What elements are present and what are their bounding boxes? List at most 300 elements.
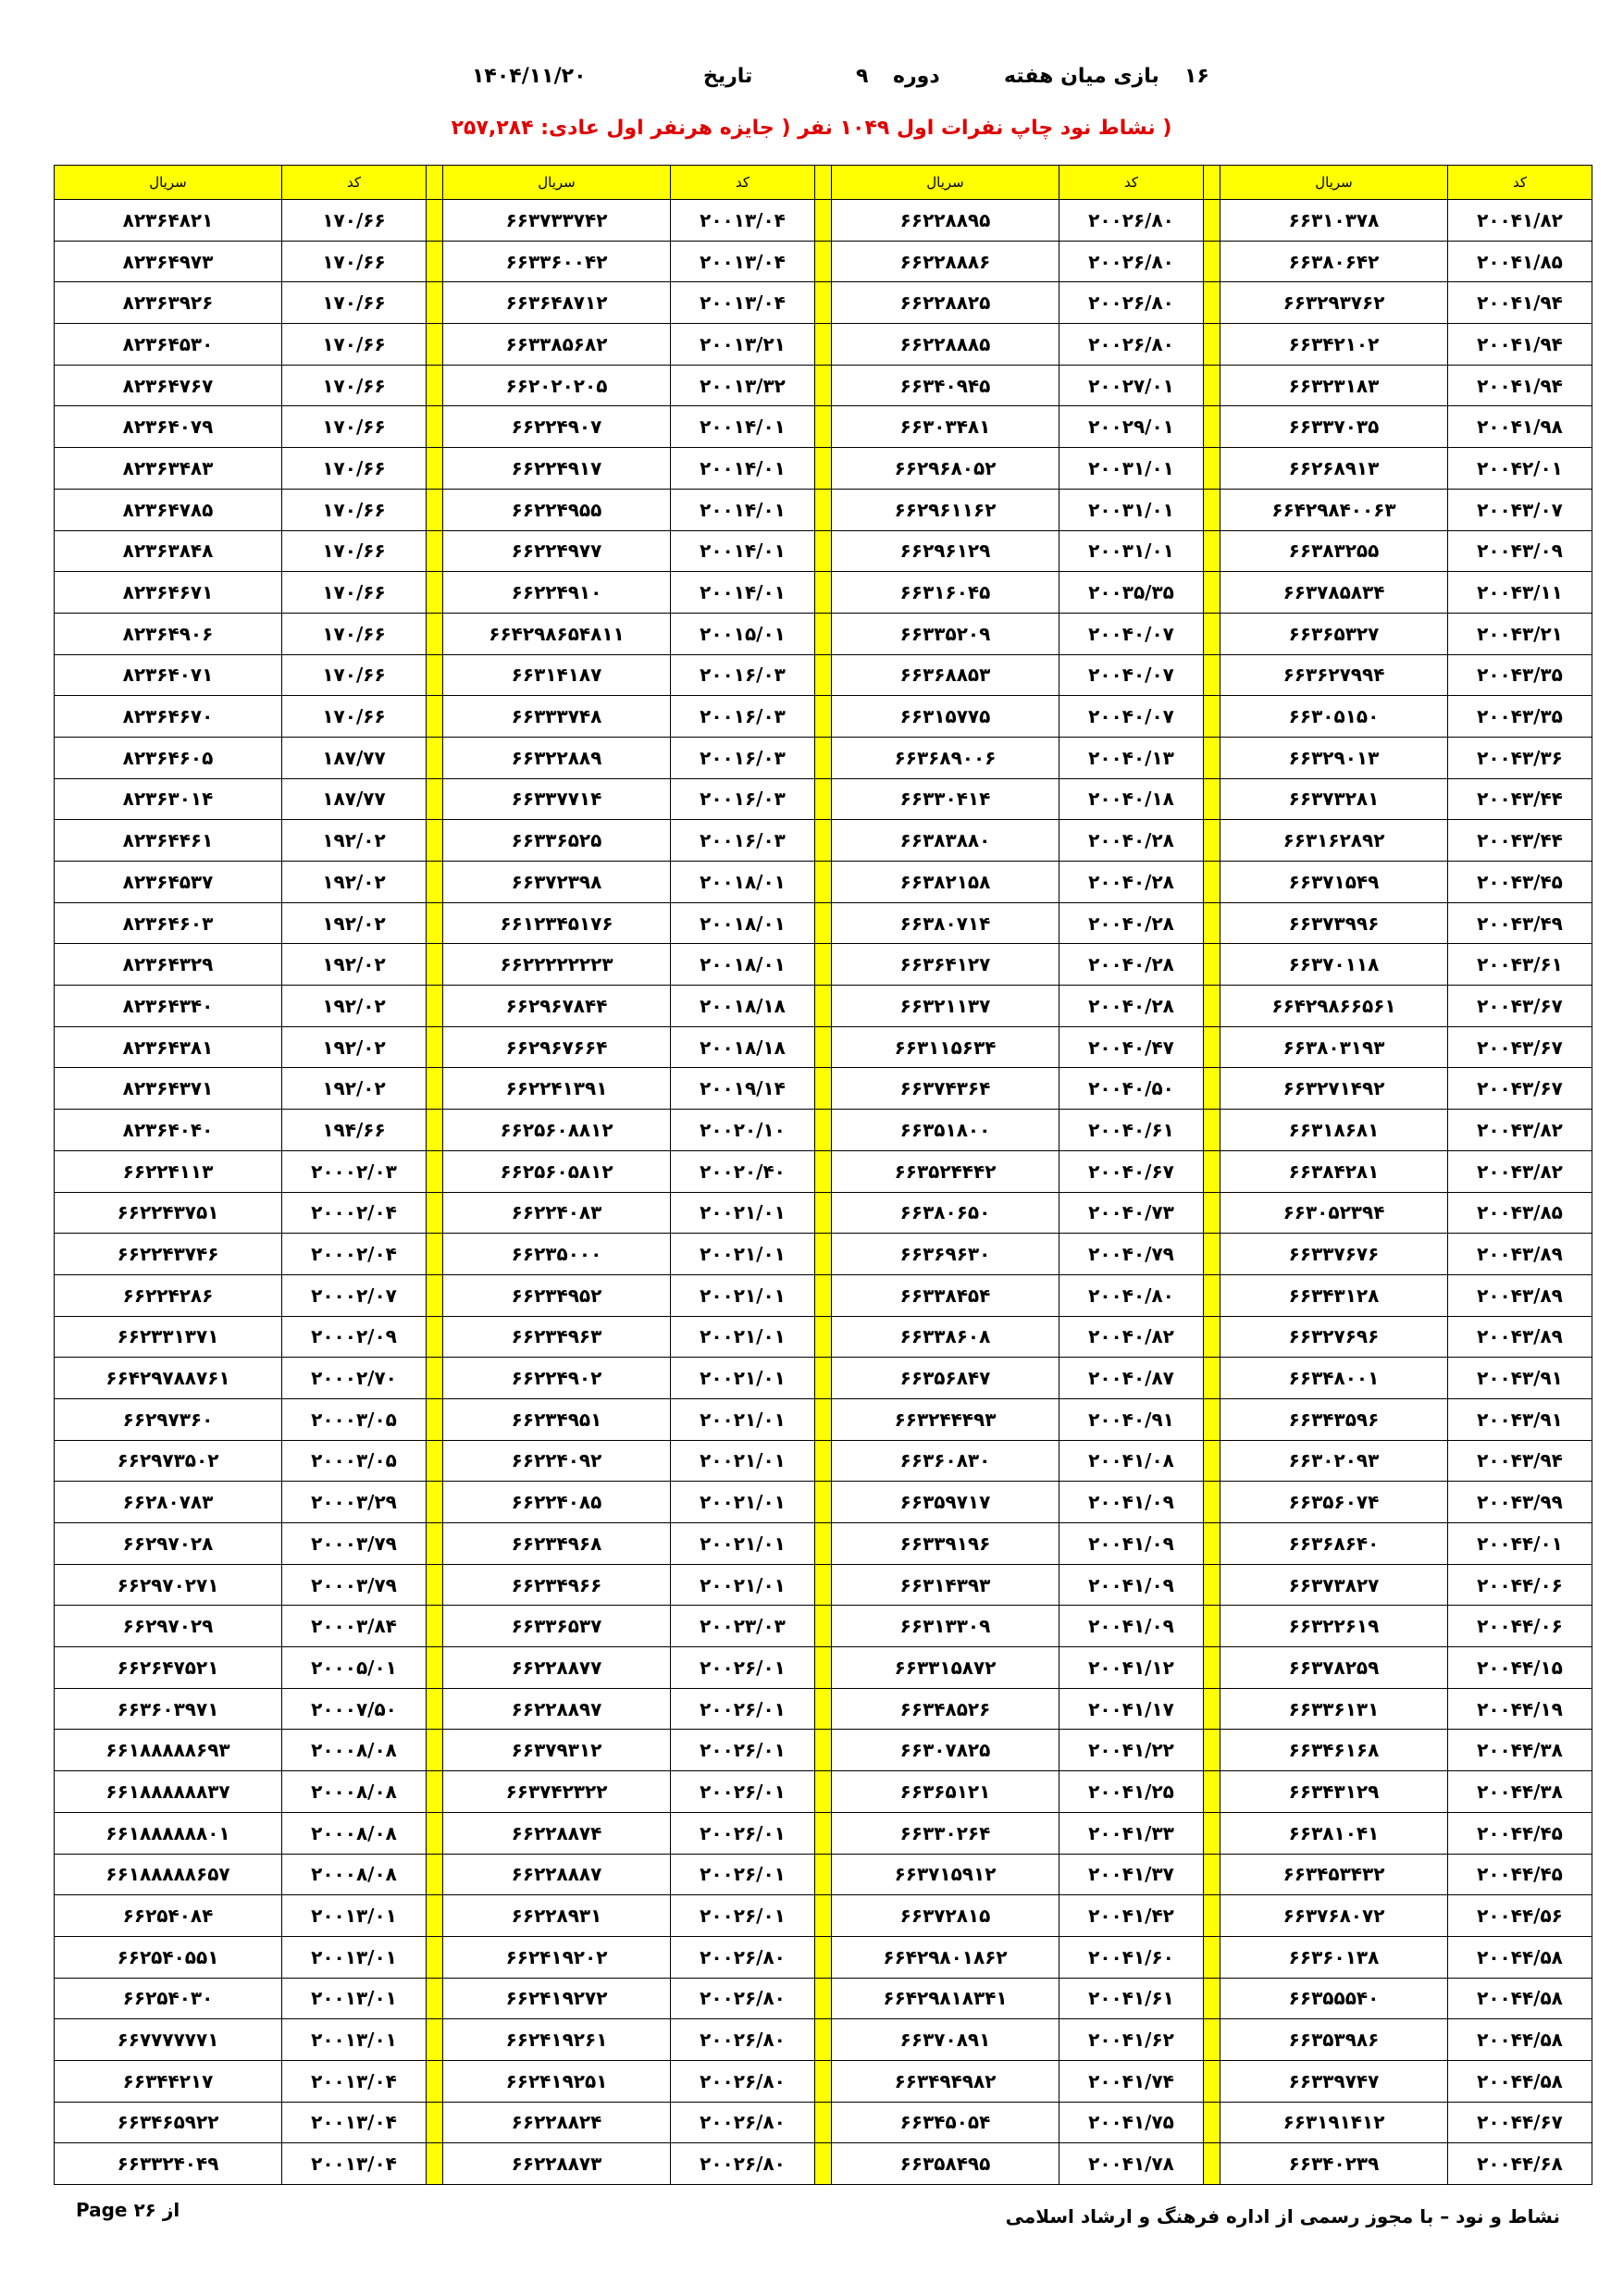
- cell-code: ۲۰۰۴۰/۱۳: [1059, 737, 1204, 778]
- cell-code: ۱۹۲/۰۲: [282, 1068, 427, 1110]
- column-separator: [427, 1564, 443, 1606]
- cell-code: ۲۰۰۴۳/۴۹: [1448, 902, 1592, 944]
- cell-serial: ۶۶۲۲۴۱۱۳: [55, 1150, 282, 1192]
- column-separator: [1204, 613, 1220, 654]
- cell-code: ۲۰۰۴۱/۰۸: [1059, 1440, 1204, 1482]
- column-separator: [1204, 1606, 1220, 1647]
- cell-serial: ۶۶۳۶۸۶۴۰: [1220, 1523, 1448, 1565]
- column-separator: [1204, 2060, 1220, 2102]
- cell-serial: ۶۶۳۳۰۴۱۴: [832, 778, 1059, 820]
- cell-code: ۲۰۰۴۳/۳۶: [1448, 737, 1592, 778]
- cell-serial: ۶۶۳۷۳۹۹۶: [1220, 902, 1448, 944]
- cell-code: ۲۰۰۰۳/۰۵: [282, 1398, 427, 1440]
- round-value: ۹: [856, 65, 869, 88]
- column-separator: [815, 1234, 832, 1275]
- cell-code: ۲۰۰۲۶/۰۱: [671, 1730, 815, 1771]
- cell-serial: ۶۶۳۳۷۶۷۶: [1220, 1234, 1448, 1275]
- cell-code: ۲۰۰۲۱/۰۱: [671, 1564, 815, 1606]
- column-separator: [815, 1440, 832, 1482]
- column-separator: [815, 1110, 832, 1151]
- cell-code: ۲۰۰۱۶/۰۳: [671, 654, 815, 696]
- cell-code: ۲۰۰۰۲/۰۹: [282, 1316, 427, 1358]
- cell-code: ۲۰۰۴۲/۰۱: [1448, 448, 1592, 490]
- cell-code: ۲۰۰۴۱/۳۳: [1059, 1812, 1204, 1854]
- subtitle: ( نشاط نود چاپ نفرات اول ۱۰۴۹ نفر ( جایزه هرنفر اول عادی: ۲۵۷,۲۸۴: [451, 117, 1172, 140]
- cell-serial: ۶۶۳۷۶۸۰۷۲: [1220, 1895, 1448, 1937]
- column-separator: [427, 1192, 443, 1234]
- cell-serial: ۶۶۳۳۶۵۲۵: [443, 820, 671, 862]
- cell-serial: ۶۶۳۷۲۸۱۵: [832, 1895, 1059, 1937]
- cell-serial: ۶۶۳۱۳۳۰۹: [832, 1606, 1059, 1647]
- cell-code: ۲۰۰۲۶/۰۱: [671, 1688, 815, 1730]
- cell-code: ۲۰۰۴۳/۳۵: [1448, 654, 1592, 696]
- column-separator: [815, 1523, 832, 1565]
- cell-serial: ۶۶۳۶۰۸۳۰: [832, 1440, 1059, 1482]
- table-row: [55, 1647, 1592, 1689]
- cell-serial: ۶۶۳۳۱۵۸۷۲: [832, 1647, 1059, 1689]
- cell-serial: ۸۲۳۶۴۵۳۰: [55, 324, 282, 366]
- column-separator: [815, 1688, 832, 1730]
- column-separator: [815, 530, 832, 572]
- cell-serial: ۶۶۳۸۴۲۸۱: [1220, 1150, 1448, 1192]
- cell-code: ۲۰۰۲۶/۸۰: [671, 2019, 815, 2061]
- table-row: [55, 820, 1592, 862]
- column-separator: [815, 1854, 832, 1895]
- cell-serial: ۶۶۴۲۹۸۴۰۰۶۳: [1220, 489, 1448, 530]
- table-header-row: [55, 166, 1592, 200]
- column-separator: [1204, 1854, 1220, 1895]
- column-separator: [1204, 1978, 1220, 2019]
- column-separator: [815, 2060, 832, 2102]
- cell-serial: ۶۶۳۸۱۰۴۱: [1220, 1812, 1448, 1854]
- cell-code: ۲۰۰۴۱/۷۴: [1059, 2060, 1204, 2102]
- cell-code: ۲۰۰۱۴/۰۱: [671, 489, 815, 530]
- cell-serial: ۶۶۲۲۴۲۸۶: [55, 1274, 282, 1316]
- cell-code: ۲۰۰۱۳/۰۴: [671, 200, 815, 242]
- column-separator: [427, 2143, 443, 2185]
- column-separator: [815, 572, 832, 614]
- cell-code: ۲۰۰۱۳/۰۴: [282, 2102, 427, 2143]
- cell-serial: ۶۶۳۱۴۳۹۳: [832, 1564, 1059, 1606]
- cell-code: ۲۰۰۴۴/۴۵: [1448, 1812, 1592, 1854]
- table-row: [55, 200, 1592, 242]
- cell-code: ۲۰۰۳۵/۳۵: [1059, 572, 1204, 614]
- cell-serial: ۶۶۲۲۴۹۱۷: [443, 448, 671, 490]
- cell-code: ۲۰۰۲۶/۰۱: [671, 1895, 815, 1937]
- cell-serial: ۶۶۲۹۷۳۶۰: [55, 1398, 282, 1440]
- table-row: [55, 530, 1592, 572]
- column-separator: [427, 1812, 443, 1854]
- column-separator: [1204, 572, 1220, 614]
- cell-code: ۱۷۰/۶۶: [282, 654, 427, 696]
- cell-code: ۱۸۷/۷۷: [282, 737, 427, 778]
- column-separator: [427, 1398, 443, 1440]
- cell-code: ۲۰۰۰۲/۰۴: [282, 1192, 427, 1234]
- column-separator: [427, 1895, 443, 1937]
- cell-serial: ۶۶۳۷۸۲۵۹: [1220, 1647, 1448, 1689]
- cell-serial: ۶۶۳۶۴۸۷۱۲: [443, 282, 671, 324]
- column-separator: [427, 2019, 443, 2061]
- cell-code: ۲۰۰۴۳/۸۵: [1448, 1192, 1592, 1234]
- cell-serial: ۶۶۲۲۸۸۲۵: [832, 282, 1059, 324]
- cell-serial: ۶۶۳۸۰۷۱۴: [832, 902, 1059, 944]
- cell-serial: ۶۶۲۲۴۹۰۲: [443, 1358, 671, 1399]
- cell-serial: ۶۶۳۵۹۷۱۷: [832, 1482, 1059, 1523]
- cell-code: ۲۰۰۴۰/۴۷: [1059, 1026, 1204, 1068]
- cell-serial: ۸۲۳۶۳۹۲۶: [55, 282, 282, 324]
- column-separator: [427, 1068, 443, 1110]
- column-separator: [815, 737, 832, 778]
- cell-serial: ۶۶۲۳۵۰۰۰: [443, 1234, 671, 1275]
- cell-code: ۲۰۰۱۳/۰۴: [282, 2143, 427, 2185]
- column-separator: [427, 1523, 443, 1565]
- cell-code: ۲۰۰۴۰/۶۷: [1059, 1150, 1204, 1192]
- cell-code: ۲۰۰۴۴/۰۱: [1448, 1523, 1592, 1565]
- cell-serial: ۶۶۱۸۸۸۸۸۶۹۳: [55, 1730, 282, 1771]
- cell-code: ۲۰۰۴۱/۰۹: [1059, 1523, 1204, 1565]
- column-separator: [427, 862, 443, 903]
- cell-serial: ۶۶۳۵۲۴۴۴۲: [832, 1150, 1059, 1192]
- column-separator: [1204, 1688, 1220, 1730]
- winners-table: [54, 165, 1592, 2185]
- table-row: [55, 2060, 1592, 2102]
- table-row: [55, 696, 1592, 738]
- table-row: [55, 2019, 1592, 2061]
- cell-serial: ۶۶۲۲۸۸۲۴: [443, 2102, 671, 2143]
- cell-serial: ۶۶۳۱۶۲۸۹۲: [1220, 820, 1448, 862]
- column-separator: [1204, 1482, 1220, 1523]
- cell-serial: ۶۶۱۸۸۸۸۸۸۰۱: [55, 1812, 282, 1854]
- cell-code: ۲۰۰۱۳/۰۱: [282, 2019, 427, 2061]
- cell-code: ۲۰۰۴۳/۹۱: [1448, 1358, 1592, 1399]
- cell-serial: ۶۶۲۲۴۰۸۵: [443, 1482, 671, 1523]
- cell-code: ۲۰۰۳۱/۰۱: [1059, 489, 1204, 530]
- cell-code: ۲۰۰۴۴/۱۵: [1448, 1647, 1592, 1689]
- column-separator: [815, 489, 832, 530]
- cell-serial: ۶۶۳۲۷۶۹۶: [1220, 1316, 1448, 1358]
- cell-code: ۲۰۰۴۰/۱۸: [1059, 778, 1204, 820]
- cell-code: ۲۰۰۱۸/۰۱: [671, 862, 815, 903]
- cell-code: ۲۰۰۱۸/۱۸: [671, 986, 815, 1027]
- cell-code: ۲۰۰۱۳/۰۱: [282, 1978, 427, 2019]
- column-separator: [427, 1110, 443, 1151]
- column-separator: [427, 986, 443, 1027]
- cell-serial: ۸۲۳۶۳۴۸۳: [55, 448, 282, 490]
- column-separator: [1204, 944, 1220, 986]
- cell-code: ۲۰۰۱۳/۰۱: [282, 1936, 427, 1978]
- cell-serial: ۶۶۲۲۸۸۸۷: [443, 1854, 671, 1895]
- column-separator: [1204, 778, 1220, 820]
- cell-serial: ۶۶۳۲۹۳۷۶۲: [1220, 282, 1448, 324]
- cell-code: ۲۰۰۴۰/۶۱: [1059, 1110, 1204, 1151]
- cell-code: ۲۰۰۲۱/۰۱: [671, 1192, 815, 1234]
- cell-serial: ۶۶۴۲۹۷۸۸۷۶۱: [55, 1358, 282, 1399]
- cell-serial: ۶۶۲۲۸۸۸۶: [832, 241, 1059, 282]
- cell-code: ۲۰۰۴۳/۲۱: [1448, 613, 1592, 654]
- cell-code: ۲۰۰۰۲/۰۴: [282, 1234, 427, 1275]
- cell-serial: ۶۶۳۴۳۵۹۶: [1220, 1398, 1448, 1440]
- header-serial: سریال: [443, 166, 671, 200]
- cell-code: ۲۰۰۴۰/۰۷: [1059, 696, 1204, 738]
- cell-serial: ۶۶۲۲۸۸۹۵: [832, 200, 1059, 242]
- cell-code: ۱۸۷/۷۷: [282, 778, 427, 820]
- column-separator: [815, 1730, 832, 1771]
- cell-code: ۲۰۰۴۱/۸۵: [1448, 241, 1592, 282]
- cell-code: ۲۰۰۴۴/۴۵: [1448, 1854, 1592, 1895]
- column-separator: [815, 282, 832, 324]
- cell-code: ۲۰۰۲۶/۸۰: [671, 1978, 815, 2019]
- table-row: [55, 1358, 1592, 1399]
- column-separator: [815, 1771, 832, 1813]
- cell-serial: ۶۶۳۳۶۱۳۱: [1220, 1688, 1448, 1730]
- column-separator: [427, 406, 443, 448]
- cell-serial: ۶۶۲۲۸۹۳۱: [443, 1895, 671, 1937]
- cell-code: ۲۰۰۰۳/۸۴: [282, 1606, 427, 1647]
- column-separator: [815, 1895, 832, 1937]
- cell-code: ۲۰۰۲۶/۸۰: [671, 2060, 815, 2102]
- cell-serial: ۶۶۲۲۲۲۲۲۲۳: [443, 944, 671, 986]
- cell-serial: ۶۶۳۴۶۵۹۲۲: [55, 2102, 282, 2143]
- column-separator: [427, 1026, 443, 1068]
- column-separator: [1204, 200, 1220, 242]
- cell-serial: ۶۶۳۳۳۷۴۸: [443, 696, 671, 738]
- cell-serial: ۶۶۲۹۷۰۲۷۱: [55, 1564, 282, 1606]
- cell-code: ۲۰۰۲۱/۰۱: [671, 1234, 815, 1275]
- column-separator: [427, 1936, 443, 1978]
- cell-serial: ۶۶۲۳۴۹۵۲: [443, 1274, 671, 1316]
- column-separator: [1204, 1150, 1220, 1192]
- cell-serial: ۶۶۲۳۴۹۶۸: [443, 1523, 671, 1565]
- cell-code: ۲۰۰۴۳/۸۹: [1448, 1234, 1592, 1275]
- cell-code: ۲۰۰۱۹/۱۴: [671, 1068, 815, 1110]
- date-value: ۱۴۰۴/۱۱/۲۰: [472, 65, 587, 88]
- cell-serial: ۶۶۳۵۵۵۴۰: [1220, 1978, 1448, 2019]
- table-row: [55, 1895, 1592, 1937]
- cell-code: ۲۰۰۲۱/۰۱: [671, 1440, 815, 1482]
- cell-code: ۲۰۰۴۱/۳۷: [1059, 1854, 1204, 1895]
- column-separator: [1204, 2019, 1220, 2061]
- column-separator: [427, 282, 443, 324]
- cell-serial: ۶۶۳۴۰۲۳۹: [1220, 2143, 1448, 2185]
- column-separator: [1204, 1110, 1220, 1151]
- cell-serial: ۶۶۳۸۰۶۴۲: [1220, 241, 1448, 282]
- cell-serial: ۶۶۳۳۸۶۰۸: [832, 1316, 1059, 1358]
- footer-page-info: [76, 2199, 180, 2221]
- cell-serial: ۶۶۳۴۰۹۴۵: [832, 365, 1059, 406]
- cell-code: ۲۰۰۴۱/۶۲: [1059, 2019, 1204, 2061]
- column-separator: [815, 654, 832, 696]
- column-separator: [1204, 1647, 1220, 1689]
- cell-serial: ۶۶۳۰۳۴۸۱: [832, 406, 1059, 448]
- cell-code: ۲۰۰۴۰/۲۸: [1059, 944, 1204, 986]
- cell-code: ۲۰۰۲۶/۸۰: [671, 2143, 815, 2185]
- cell-code: ۲۰۰۱۴/۰۱: [671, 448, 815, 490]
- cell-serial: ۸۲۳۶۴۳۸۱: [55, 1026, 282, 1068]
- cell-serial: ۶۶۳۴۸۵۲۶: [832, 1688, 1059, 1730]
- cell-code: ۲۰۰۲۱/۰۱: [671, 1358, 815, 1399]
- cell-serial: ۶۶۳۱۰۳۷۸: [1220, 200, 1448, 242]
- column-separator: [427, 778, 443, 820]
- column-separator: [427, 1730, 443, 1771]
- footer-page-of: از ۲۶: [133, 2199, 180, 2221]
- cell-serial: ۶۶۳۸۲۱۵۸: [832, 862, 1059, 903]
- cell-code: ۲۰۰۲۱/۰۱: [671, 1274, 815, 1316]
- header-serial: سریال: [55, 166, 282, 200]
- cell-serial: ۶۶۴۲۹۸۱۸۳۴۱: [832, 1978, 1059, 2019]
- column-separator: [815, 1936, 832, 1978]
- cell-code: ۲۰۰۴۰/۰۷: [1059, 613, 1204, 654]
- cell-serial: ۶۶۲۲۸۸۷۳: [443, 2143, 671, 2185]
- cell-code: ۱۹۲/۰۲: [282, 820, 427, 862]
- cell-serial: ۶۶۲۹۶۷۸۴۴: [443, 986, 671, 1027]
- column-separator: [815, 902, 832, 944]
- column-separator: [1204, 1564, 1220, 1606]
- cell-code: ۲۰۰۱۵/۰۱: [671, 613, 815, 654]
- column-separator: [1204, 1068, 1220, 1110]
- cell-serial: ۶۶۴۲۹۸۶۵۴۸۱۱: [443, 613, 671, 654]
- cell-code: ۲۰۰۲۶/۸۰: [671, 2102, 815, 2143]
- column-separator: [815, 1647, 832, 1689]
- cell-serial: ۶۶۲۴۱۹۲۷۲: [443, 1978, 671, 2019]
- column-separator: [815, 1274, 832, 1316]
- cell-code: ۲۰۰۰۸/۰۸: [282, 1812, 427, 1854]
- cell-serial: ۶۶۳۴۵۰۵۴: [832, 2102, 1059, 2143]
- column-separator: [427, 613, 443, 654]
- cell-code: ۲۰۰۴۰/۷۹: [1059, 1234, 1204, 1275]
- cell-code: ۱۷۰/۶۶: [282, 489, 427, 530]
- cell-serial: ۸۲۳۶۴۹۰۶: [55, 613, 282, 654]
- cell-code: ۲۰۰۱۶/۰۳: [671, 778, 815, 820]
- column-separator: [1204, 696, 1220, 738]
- column-separator: [815, 696, 832, 738]
- table-row: [55, 778, 1592, 820]
- table-row: [55, 1771, 1592, 1813]
- table-row: [55, 2143, 1592, 2185]
- column-separator: [1204, 406, 1220, 448]
- cell-serial: ۶۶۳۶۰۳۹۷۱: [55, 1688, 282, 1730]
- cell-serial: ۶۶۳۴۵۳۴۳۲: [1220, 1854, 1448, 1895]
- column-separator: [1204, 820, 1220, 862]
- column-separator: [1204, 654, 1220, 696]
- column-separator: [427, 1150, 443, 1192]
- cell-serial: ۶۶۳۱۱۵۶۳۴: [832, 1026, 1059, 1068]
- cell-code: ۲۰۰۱۸/۰۱: [671, 944, 815, 986]
- cell-code: ۱۹۲/۰۲: [282, 944, 427, 986]
- table-row: [55, 1316, 1592, 1358]
- cell-code: ۲۰۰۱۸/۰۱: [671, 902, 815, 944]
- table-row: [55, 1854, 1592, 1895]
- cell-serial: ۶۶۳۶۸۹۰۰۶: [832, 737, 1059, 778]
- cell-code: ۲۰۰۴۳/۱۱: [1448, 572, 1592, 614]
- column-separator: [815, 2102, 832, 2143]
- column-separator: [1204, 737, 1220, 778]
- table-row: [55, 572, 1592, 614]
- cell-code: ۲۰۰۴۳/۶۱: [1448, 944, 1592, 986]
- cell-serial: ۶۶۳۶۹۶۳۰: [832, 1234, 1059, 1275]
- cell-code: ۲۰۰۰۵/۰۱: [282, 1647, 427, 1689]
- cell-code: ۲۰۰۲۰/۴۰: [671, 1150, 815, 1192]
- column-separator: [815, 2019, 832, 2061]
- cell-code: ۲۰۰۴۰/۵۰: [1059, 1068, 1204, 1110]
- column-separator: [815, 1192, 832, 1234]
- cell-code: ۲۰۰۱۶/۰۳: [671, 820, 815, 862]
- cell-code: ۲۰۰۲۱/۰۱: [671, 1316, 815, 1358]
- header-code: کد: [1059, 166, 1204, 200]
- cell-code: ۱۷۰/۶۶: [282, 696, 427, 738]
- cell-code: ۲۰۰۴۰/۰۷: [1059, 654, 1204, 696]
- cell-code: ۲۰۰۲۳/۰۳: [671, 1606, 815, 1647]
- cell-code: ۲۰۰۴۱/۹۴: [1448, 365, 1592, 406]
- table-row: [55, 406, 1592, 448]
- cell-code: ۱۹۲/۰۲: [282, 986, 427, 1027]
- page-number: ۱۶: [1184, 65, 1209, 88]
- cell-serial: ۶۶۳۰۵۲۳۹۴: [1220, 1192, 1448, 1234]
- cell-code: ۲۰۰۴۱/۱۲: [1059, 1647, 1204, 1689]
- table-row: [55, 1068, 1592, 1110]
- cell-code: ۲۰۰۲۷/۰۱: [1059, 365, 1204, 406]
- cell-serial: ۶۶۲۹۶۸۰۵۲: [832, 448, 1059, 490]
- cell-serial: ۶۶۳۶۵۱۲۱: [832, 1771, 1059, 1813]
- cell-serial: ۶۶۲۴۱۹۲۰۲: [443, 1936, 671, 1978]
- cell-serial: ۶۶۲۲۴۹۱۰: [443, 572, 671, 614]
- cell-code: ۲۰۰۱۳/۰۴: [282, 2060, 427, 2102]
- cell-code: ۲۰۰۴۰/۲۸: [1059, 902, 1204, 944]
- cell-serial: ۶۶۳۳۰۲۶۴: [832, 1812, 1059, 1854]
- cell-code: ۲۰۰۰۳/۲۹: [282, 1482, 427, 1523]
- header-serial: سریال: [832, 166, 1059, 200]
- cell-code: ۱۷۰/۶۶: [282, 200, 427, 242]
- cell-code: ۲۰۰۱۳/۳۲: [671, 365, 815, 406]
- cell-serial: ۸۲۳۶۴۶۷۱: [55, 572, 282, 614]
- table-row: [55, 2102, 1592, 2143]
- cell-serial: ۶۶۳۰۷۸۲۵: [832, 1730, 1059, 1771]
- cell-serial: ۶۶۲۲۴۹۰۷: [443, 406, 671, 448]
- cell-serial: ۶۶۲۹۷۰۲۸: [55, 1523, 282, 1565]
- cell-code: ۲۰۰۴۳/۰۷: [1448, 489, 1592, 530]
- cell-code: ۲۰۰۴۱/۱۷: [1059, 1688, 1204, 1730]
- cell-serial: ۶۶۲۲۸۸۷۴: [443, 1812, 671, 1854]
- cell-code: ۲۰۰۳۱/۰۱: [1059, 530, 1204, 572]
- cell-serial: ۶۶۳۶۰۱۳۸: [1220, 1936, 1448, 1978]
- column-separator: [427, 1440, 443, 1482]
- cell-serial: ۶۶۳۱۹۱۴۱۲: [1220, 2102, 1448, 2143]
- cell-code: ۲۰۰۴۰/۲۸: [1059, 862, 1204, 903]
- table-row: [55, 282, 1592, 324]
- cell-code: ۲۰۰۲۶/۰۱: [671, 1812, 815, 1854]
- cell-code: ۲۰۰۱۳/۰۴: [671, 241, 815, 282]
- column-separator: [427, 737, 443, 778]
- header-code: کد: [282, 166, 427, 200]
- cell-code: ۲۰۰۱۸/۱۸: [671, 1026, 815, 1068]
- column-separator: [427, 1688, 443, 1730]
- cell-serial: ۶۶۴۲۹۸۶۶۵۶۱: [1220, 986, 1448, 1027]
- table-row: [55, 1274, 1592, 1316]
- column-separator: [815, 406, 832, 448]
- cell-serial: ۸۲۳۶۴۰۷۱: [55, 654, 282, 696]
- cell-code: ۲۰۰۴۴/۵۸: [1448, 2019, 1592, 2061]
- column-separator: [815, 1606, 832, 1647]
- cell-code: ۲۰۰۴۴/۶۷: [1448, 2102, 1592, 2143]
- cell-serial: ۶۶۲۰۲۰۲۰۵: [443, 365, 671, 406]
- cell-serial: ۶۶۲۹۶۱۱۶۲: [832, 489, 1059, 530]
- column-separator: [1204, 1316, 1220, 1358]
- column-separator: [427, 902, 443, 944]
- cell-serial: ۶۶۳۸۰۶۵۰: [832, 1192, 1059, 1234]
- cell-code: ۱۷۰/۶۶: [282, 365, 427, 406]
- table-row: [55, 1523, 1592, 1565]
- column-separator: [815, 1978, 832, 2019]
- cell-serial: ۶۶۲۵۴۰۳۰: [55, 1978, 282, 2019]
